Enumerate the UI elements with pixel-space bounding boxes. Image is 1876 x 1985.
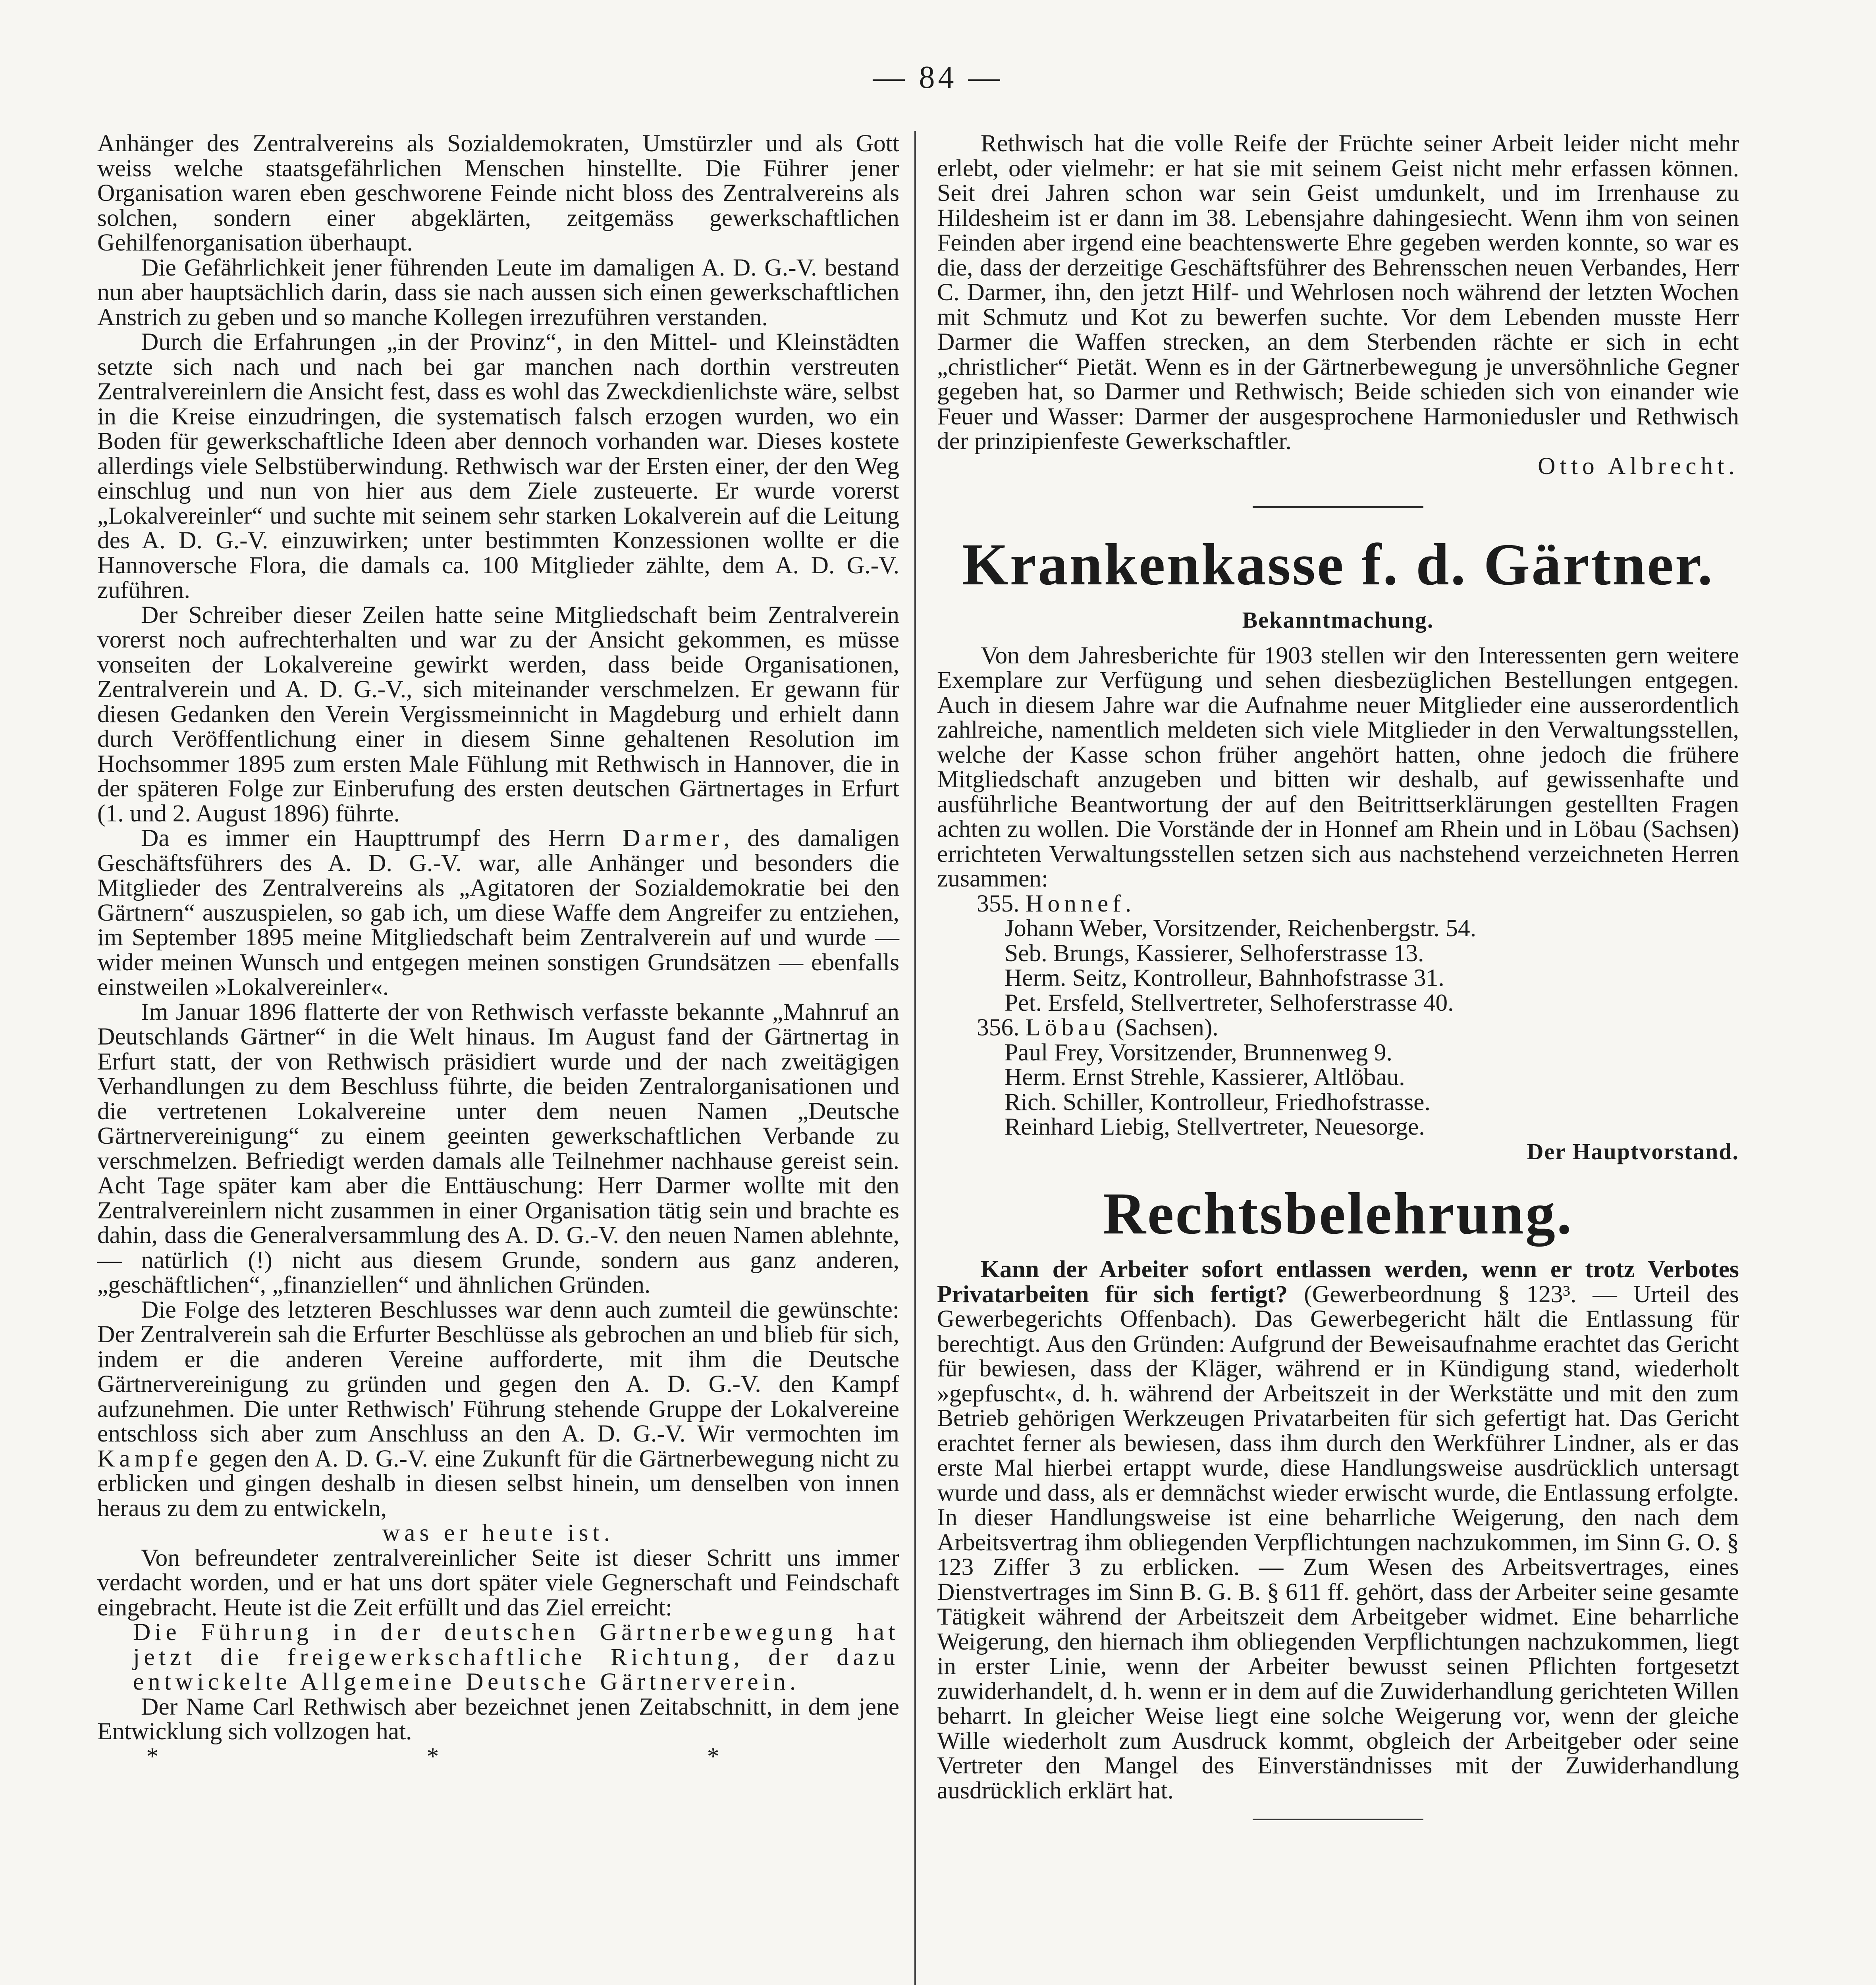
spaced-name: Darmer: [623, 825, 724, 852]
paragraph-text: gegen den A. D. G.-V. eine Zukunft für die Gärtnerbewegung nicht zu erblicken und gingen deshalb in diesen selbst hinein, um denselben von innen heraus zu dem zu entwickeln,: [97, 1445, 900, 1522]
paragraph-text: , des damaligen Geschäftsführers des A. D. G.-V. war, alle Anhänger und besonders die Mitglieder des Zentralvereins als „Agitatoren der Sozialdemokratie bei den Gärtnern“ auszuspielen, so gab ich, um diese Waffe dem Angreifer zu entziehen, im September 1895 meine Mitgliedschaft beim Zentralverein auf und wurde — wider meinen Wunsch und entgegen meinen sonstigen Grundsätzen — ebenfalls einstweilen »Lokalvereinler«.: [97, 825, 899, 1000]
office-list: [937, 891, 1739, 1139]
spaced-word: Kampfe: [97, 1445, 202, 1472]
paragraph: Im Januar 1896 flatterte der von Rethwisch verfasste bekannte „Mahnruf an Deutschlands Gärtner“ in die Welt hinaus. Im August fand der Gärtnertag in Erfurt statt, der von Rethwisch präsidiert wurde und der nach zweitägigen Verhandlungen zu dem Beschluss führte, die beiden Zentralorganisationen und die vertretenen Lokalvereine unter dem neuen Namen „Deutsche Gärtnervereinigung“ zu einem geeinten gewerkschaftlichen Verbande zu verschmelzen. Befriedigt werden damals alle Teilnehmer nachhause gereist sein. Acht Tage später kam aber die Enttäuschung: Herr Darmer wollte mit den Zentralvereinlern nicht zusammen in einer Organisation tätig sein und brachte es dahin, dass die Generalversammlung des A. D. G.-V. den neuen Namen ablehnte, — natürlich (!) nicht aus diesem Grunde, sondern aus ganz anderen, „geschäftlichen“, „finanziellen“ und ähnlichen Gründen.: [97, 998, 899, 1298]
paragraph: [937, 1257, 1739, 1803]
list-item: Paul Frey, Vorsitzender, Brunnenweg 9.: [1005, 1039, 1392, 1066]
list-item: Rich. Schiller, Kontrolleur, Friedhofstrasse.: [1005, 1088, 1431, 1116]
paragraph: Von dem Jahresberichte für 1903 stellen wir den Interessenten gern weitere Exemplare zur Verfügung und sehen diesbezüglichen Bestellungen entgegen. Auch in diesem Jahre war die Aufnahme neuer Mitglieder eine ausserordentlich zahlreiche, namentlich meldeten sich viele Mitglieder in den Verwaltungsstellen, welche der Kasse schon früher angehört hatten, ohne jedoch die frühere Mitgliedschaft anzugeben und bitten wir deshalb, auf gewissenhafte und ausführliche Beantwortung der auf den Beitrittserklärungen gestellten Fragen achten zu wollen. Die Vorstände der in Honnef am Rhein und in Löbau (Sachsen) errichteten Verwaltungsstellen setzen sich aus nachstehend verzeichneten Herren zusammen:: [937, 642, 1739, 892]
list-item: Pet. Ersfeld, Stellvertreter, Selhoferstrasse 40.: [1005, 989, 1454, 1016]
paragraph: Der Name Carl Rethwisch aber bezeichnet jenen Zeitabschnitt, in dem jene Entwicklung sich vollzogen hat.: [97, 1693, 899, 1745]
paragraph: Die Gefährlichkeit jener führenden Leute im damaligen A. D. G.-V. bestand nun aber hauptsächlich darin, dass sie nach aussen sich einen gewerkschaftlichen Anstrich zu geben und so manche Kollegen irrezuführen verstanden.: [97, 254, 899, 331]
list-item: Reinhard Liebig, Stellvertreter, Neuesorge.: [1005, 1113, 1425, 1140]
section-divider: [1253, 506, 1423, 508]
signoff: Der Hauptvorstand.: [1527, 1138, 1739, 1164]
list-item: Johann Weber, Vorsitzender, Reichenbergstr. 54.: [1005, 915, 1476, 942]
question-bold: Kann der Arbeiter sofort entlassen werden, wenn er trotz Verbotes Privatarbeiten für sich fertigt?: [937, 1256, 1739, 1308]
section-subheading: Bekanntmachung.: [1242, 607, 1434, 633]
section-heading: Rechtsbelehrung.: [1103, 1181, 1573, 1247]
location-number: 355.: [977, 890, 1020, 917]
location-name: Löbau: [1026, 1014, 1110, 1041]
paragraph: Von befreundeter zentralvereinlicher Seite ist dieser Schritt uns immer verdacht worden, und er hat uns dort später viele Gegnerschaft und Feindschaft eingebracht. Heute ist die Zeit erfüllt und das Ziel erreicht:: [97, 1544, 899, 1621]
paragraph: [97, 1297, 899, 1521]
left-column: [97, 131, 899, 1769]
page-number: — 84 —: [873, 60, 1003, 95]
paragraph: Durch die Erfahrungen „in der Provinz“, in den Mittel- und Kleinstädten setzte sich nach und nach bei gar manchen nach dorthin verstreuten Zentralvereinlern die Ansicht fest, dass es wohl das Zweckdienlichste wäre, selbst in die Kreise einzudringen, die systematisch falsch erzogen wurden, wo ein Boden für gewerkschaftliche Ideen aber dennoch vorhanden war. Dieses kostete allerdings viele Selbstüberwindung. Rethwisch war der Ersten einer, der den Weg einschlug und nun von hier aus dem Ziele zusteuerte. Er wurde vorerst „Lokalvereinler“ und suchte mit seinem sehr starken Lokalverein auf die Leitung des A. D. G.-V. einzuwirken; unter bestimmten Konzessionen wollte er die Hannoversche Flora, die damals ca. 100 Mitglieder zählte, dem A. D. G.-V. zuführen.: [97, 328, 899, 603]
block-quote: Die Führung in der deutschen Gärtnerbewegung hat jetzt die freigewerkschaftliche Richtung, der dazu entwickelte Allgemeine Deutsche Gärtnerverein.: [133, 1619, 899, 1695]
spaced-line-text: was er heute ist.: [382, 1519, 615, 1546]
right-column: [937, 131, 1739, 1843]
section-divider: [1253, 1819, 1423, 1820]
paragraph: Der Schreiber dieser Zeilen hatte seine Mitgliedschaft beim Zentralverein vorerst noch aufrechterhalten und war zu der Ansicht gekommen, es müsse vonseiten der Lokalvereine gewirkt werden, dass beide Organisationen, Zentralverein und A. D. G.-V., sich miteinander verschmelzen. Er gewann für diesen Gedanken den Verein Vergissmeinnicht in Magdeburg und erhielt dann durch Veröffentlichung einer in diesem Sinne gehaltenen Resolution im Hochsommer 1895 zum ersten Male Fühlung mit Rethwisch in Hannover, die in der späteren Folge zur Einberufung des ersten deutschen Gärtnertages in Erfurt (1. und 2. August 1896) führte.: [97, 601, 899, 827]
paragraph-text: Da es immer ein Haupttrumpf des Herrn: [141, 825, 605, 852]
list-item: Herm. Ernst Strehle, Kassierer, Altlöbau.: [1005, 1064, 1405, 1091]
paragraph: Anhänger des Zentralvereins als Sozialdemokraten, Umstürzler und als Gott weiss welche staatsgefährlichen Menschen hinstellte. Die Führer jener Organisation waren eben geschworene Feinde nicht bloss des Zentralvereins als solchen, sondern einer abgeklärten, zeitgemäss gewerkschaftlichen Gehilfenorganisation überhaupt.: [97, 130, 899, 256]
location-header: [937, 891, 1739, 916]
location-name: Honnef.: [1026, 890, 1136, 917]
list-item: Herm. Seitz, Kontrolleur, Bahnhofstrasse 31.: [1005, 964, 1444, 991]
list-item: Seb. Brungs, Kassierer, Selhoferstrasse 13.: [1005, 939, 1424, 967]
paragraph: Rethwisch hat die volle Reife der Früchte seiner Arbeit leider nicht mehr erlebt, oder vielmehr: er hat sie mit seinem Geist nicht mehr erfassen können. Seit drei Jahren schon war sein Geist umdunkelt, und im Irrenhause zu Hildesheim ist er dann im 38. Lebensjahre dahingesiecht. Wenn ihm von seinen Feinden aber irgend eine beachtenswerte Ehre gegeben werden konnte, so war es die, dass der derzeitige Geschäftsführer des Behrensschen neuen Verbandes, Herr C. Darmer, ihn, den jetzt Hilf- und Wehrlosen noch während der letzten Wochen mit Schmutz und Kot zu bewerfen suchte. Vor dem Lebenden musste Herr Darmer die Waffen strecken, an dem Sterbenden rächte er sich in echt „christlicher“ Pietät. Wenn es in der Gärtnerbewegung je unversöhnliche Gegner gegeben hat, so Darmer und Rethwisch; Beide schieden sich von einander wie Feuer und Wasser: Darmer der ausgesprochene Harmoniedusler und Rethwisch der prinzipienfeste Gewerkschaftler.: [937, 130, 1739, 455]
paragraph: [97, 826, 899, 1000]
column-divider: [914, 131, 916, 1985]
author-signature: Otto Albrecht.: [1538, 452, 1739, 480]
location-number: 356.: [977, 1014, 1020, 1041]
section-stars: * * *: [146, 1742, 850, 1770]
section-heading: Krankenkasse f. d. Gärtner.: [962, 532, 1714, 597]
location-header: [937, 1015, 1739, 1040]
paragraph-text: Die Folge des letzteren Beschlusses war denn auch zumteil die gewünschte: Der Zentralverein sah die Erfurter Beschlüsse als gebrochen an und blieb für sich, indem er die anderen Vereine aufforderte, mit ihm die Deutsche Gärtnervereinigung zu gründen und gegen den A. D. G.-V. den Kampf aufzunehmen. Die unter Rethwisch' Führung stehende Gruppe der Lokalvereine entschloss sich aber zum Anschluss an den A. D. G.-V. Wir vermochten im: [97, 1296, 899, 1447]
location-suffix: (Sachsen).: [1116, 1014, 1219, 1041]
paragraph-text: (Gewerbeordnung § 123³. — Urteil des Gewerbegerichts Offenbach). Das Gewerbegericht hält die Entlassung für berechtigt. Aus den Gründen: Aufgrund der Beweisaufnahme erachtet das Gericht für bewiesen, dass der Kläger, während er in Kündigung stand, wiederholt »gepfuscht«, d. h. während der Arbeitszeit in der Werkstätte und mit den zum Betrieb gehörigen Werkzeugen Privatarbeiten für sich gefertigt hat. Das Gericht erachtet ferner als bewiesen, dass ihm durch den Werkführer Lindner, als er das erste Mal hierbei ertappt wurde, diese Handlungsweise ausdrücklich untersagt wurde und dass, als er demnächst wieder erwischt wurde, die Entlassung erfolgte. In dieser Handlungsweise ist eine beharrliche Weigerung, den nach dem Arbeitsvertrag ihm obliegenden Verpflichtungen nachzukommen, im Sinn G. O. § 123 Ziffer 3 zu erblicken. — Zum Wesen des Arbeitsvertrages, eines Dienstvertrages im Sinn B. G. B. § 611 ff. gehört, dass der Arbeiter seine gesamte Tätigkeit während der Arbeitszeit dem Arbeitgeber widmet. Eine beharrliche Weigerung, den hiernach ihm obliegenden Verpflichtungen nachzukommen, liegt in erster Linie, wenn der Arbeiter bewusst seinen Pflichten fortgesetzt zuwiderhandelt, d. h. wenn er in dem auf die Zuwiderhandlung gerichteten Willen beharrt. In gleicher Weise liegt eine solche Weigerung vor, wenn der gleiche Wille wiederholt zum Ausdruck kommt, obgleich der Arbeitgeber oder seine Vertreter den Mangel des Einverständnisses mit der Zuwiderhandlung ausdrücklich erklärt hat.: [937, 1280, 1739, 1804]
spaced-line: [97, 1521, 899, 1546]
